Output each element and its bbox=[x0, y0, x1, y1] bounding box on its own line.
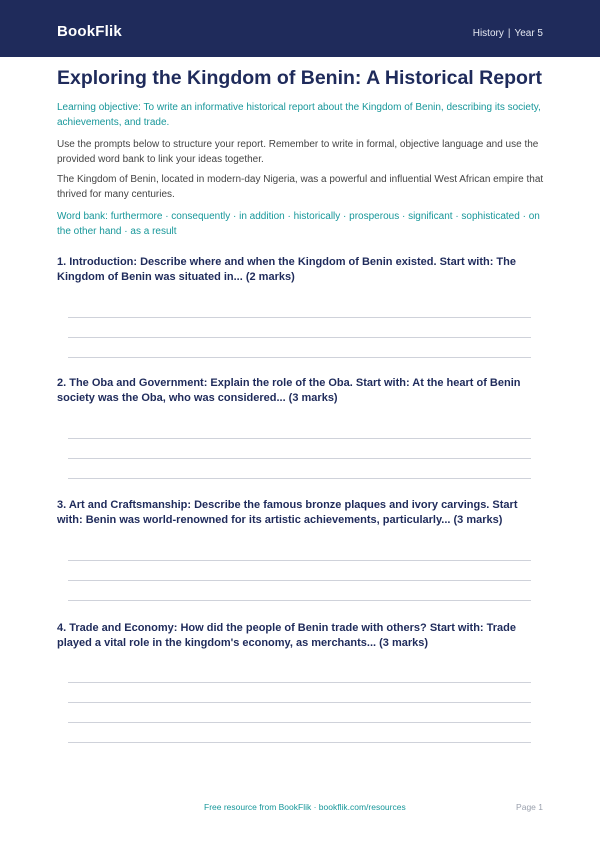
intro-paragraph: The Kingdom of Benin, located in modern-day Nigeria, was a powerful and influential West African empire that thrived for many centuries. bbox=[57, 174, 544, 200]
instructions: Use the prompts below to structure your report. Remember to write in formal, objective language and use the provided word bank to link your ideas together. bbox=[57, 139, 539, 165]
answer-line[interactable] bbox=[68, 438, 531, 439]
page-title: Exploring the Kingdom of Benin: A Historical Report bbox=[57, 67, 542, 89]
page-header bbox=[0, 0, 600, 57]
answer-line[interactable] bbox=[68, 600, 531, 601]
question-4: 4. Trade and Economy: How did the people of Benin trade with others? Start with: Trade played a vital role in the kingdom's economy, as merchants... (3 marks) bbox=[57, 622, 516, 649]
page-number: Page 1 bbox=[516, 802, 543, 812]
brand-logo: BookFlik bbox=[57, 23, 122, 40]
answer-line[interactable] bbox=[68, 580, 531, 581]
answer-line[interactable] bbox=[68, 702, 531, 703]
answer-line[interactable] bbox=[68, 722, 531, 723]
answer-line[interactable] bbox=[68, 478, 531, 479]
answer-line[interactable] bbox=[68, 337, 531, 338]
answer-line[interactable] bbox=[68, 458, 531, 459]
footer-link[interactable]: Free resource from BookFlik · bookflik.com/resources bbox=[204, 802, 406, 812]
year-label: Year 5 bbox=[514, 28, 543, 39]
word-bank: Word bank: furthermore · consequently · in addition · historically · prosperous · significant · sophisticated · on the other hand · as a result bbox=[57, 211, 540, 237]
learning-objective: Learning objective: To write an informative historical report about the Kingdom of Benin, describing its society, achievements, and trade. bbox=[57, 102, 541, 128]
answer-line[interactable] bbox=[68, 560, 531, 561]
answer-line[interactable] bbox=[68, 317, 531, 318]
subject-label: History bbox=[472, 28, 504, 39]
separator: | bbox=[507, 28, 511, 39]
question-2: 2. The Oba and Government: Explain the role of the Oba. Start with: At the heart of Benin society was the Oba, who was considered... (3 marks) bbox=[57, 377, 521, 404]
answer-line[interactable] bbox=[68, 682, 531, 683]
answer-line[interactable] bbox=[68, 742, 531, 743]
answer-line[interactable] bbox=[68, 357, 531, 358]
question-3: 3. Art and Craftsmanship: Describe the famous bronze plaques and ivory carvings. Start with: Benin was world-renowned for its artistic achievements, particularly... (3 marks) bbox=[57, 499, 518, 526]
question-1: 1. Introduction: Describe where and when the Kingdom of Benin existed. Start with: The Kingdom of Benin was situated in... (2 marks) bbox=[57, 256, 516, 283]
header-meta bbox=[473, 28, 543, 39]
